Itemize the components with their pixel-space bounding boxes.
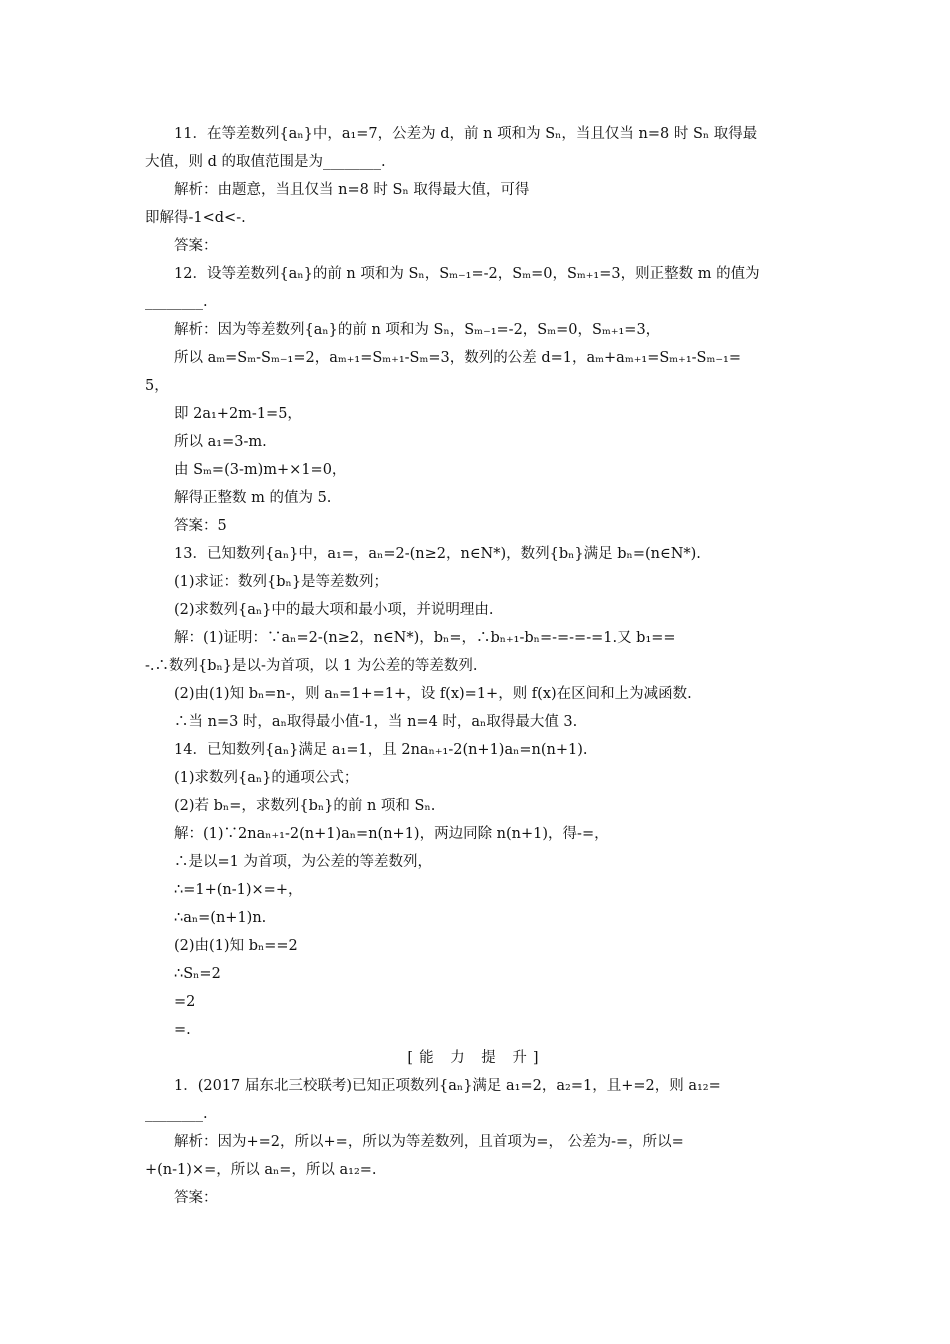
problem-14-solution-3: ∴=1+(n-1)×=+， xyxy=(174,882,303,898)
problem-12-solution-3: 5， xyxy=(145,378,169,394)
advanced-problem-1-solution-1: 解析：因为+=2，所以+=，所以为等差数列，且首项为=， 公差为-=，所以= xyxy=(174,1134,684,1150)
problem-13-solution-3: (2)由(1)知 bₙ=n-，则 aₙ=1+=1+，设 f(x)=1+，则 f(x)在区间和上为减函数. xyxy=(174,686,692,702)
problem-14-solution-6: ∴Sₙ=2 xyxy=(174,966,221,982)
problem-13-solution-2: -.∴数列{bₙ}是以-为首项，以 1 为公差的等差数列. xyxy=(145,658,478,674)
problem-14-solution-2: ∴是以=1 为首项，为公差的等差数列， xyxy=(174,854,432,870)
problem-12-solution-5: 所以 a₁=3-m. xyxy=(174,434,267,450)
advanced-problem-1-answer: 答案： xyxy=(174,1190,218,1206)
problem-14-line-1: 14．已知数列{aₙ}满足 a₁=1，且 2naₙ₊₁-2(n+1)aₙ=n(n+1). xyxy=(174,742,588,758)
problem-12-solution-4: 即 2a₁+2m-1=5， xyxy=(174,406,302,422)
advanced-problem-1-line-2: ________. xyxy=(145,1106,208,1122)
problem-12-solution-6: 由 Sₘ=(3-m)m+×1=0， xyxy=(174,462,347,478)
problem-12-answer: 答案：5 xyxy=(174,518,227,534)
advanced-problem-1-solution-2: +(n-1)×=，所以 aₙ=，所以 a₁₂=. xyxy=(145,1162,377,1178)
problem-13-solution-1: 解：(1)证明：∵aₙ=2-(n≥2，n∈N*)，bₙ=，∴bₙ₊₁-bₙ=-=-=-=1.又 b₁== xyxy=(174,630,676,646)
problem-14-part-2: (2)若 bₙ=，求数列{bₙ}的前 n 项和 Sₙ. xyxy=(174,798,436,814)
problem-11-line-1: 11．在等差数列{aₙ}中，a₁=7，公差为 d，前 n 项和为 Sₙ，当且仅当 n=8 时 Sₙ 取得最 xyxy=(174,126,758,142)
problem-11-line-2: 大值，则 d 的取值范围是为________. xyxy=(145,154,386,170)
advanced-problem-1-line-1: 1．(2017 届东北三校联考)已知正项数列{aₙ}满足 a₁=2，a₂=1，且+=2，则 a₁₂= xyxy=(174,1078,721,1094)
problem-12-line-2: ________. xyxy=(145,294,208,310)
problem-14-solution-8: =. xyxy=(174,1022,191,1038)
problem-14-solution-5: (2)由(1)知 bₙ==2 xyxy=(174,938,298,954)
problem-14-solution-1: 解：(1)∵2naₙ₊₁-2(n+1)aₙ=n(n+1)，两边同除 n(n+1)，得-=， xyxy=(174,826,609,842)
problem-12-line-1: 12．设等差数列{aₙ}的前 n 项和为 Sₙ，Sₘ₋₁=-2，Sₘ=0，Sₘ₊₁=3，则正整数 m 的值为 xyxy=(174,266,760,282)
problem-12-solution-1: 解析：因为等差数列{aₙ}的前 n 项和为 Sₙ，Sₘ₋₁=-2，Sₘ=0，Sₘ₊₁=3， xyxy=(174,322,661,338)
problem-14-part-1: (1)求数列{aₙ}的通项公式； xyxy=(174,770,359,786)
problem-13-part-2: (2)求数列{aₙ}中的最大项和最小项，并说明理由. xyxy=(174,602,494,618)
problem-11-solution-2: 即解得-1<d<-. xyxy=(145,210,246,226)
problem-13-line-1: 13．已知数列{aₙ}中，a₁=，aₙ=2-(n≥2，n∈N*)，数列{bₙ}满足 bₙ=(n∈N*). xyxy=(174,546,701,562)
problem-13-part-1: (1)求证：数列{bₙ}是等差数列； xyxy=(174,574,389,590)
problem-14-solution-4: ∴aₙ=(n+1)n. xyxy=(174,910,267,926)
problem-13-solution-4: ∴当 n=3 时，aₙ取得最小值-1，当 n=4 时，aₙ取得最大值 3. xyxy=(174,714,578,730)
problem-12-solution-7: 解得正整数 m 的值为 5. xyxy=(174,490,332,506)
problem-14-solution-7: =2 xyxy=(174,994,196,1010)
problem-12-solution-2: 所以 aₘ=Sₘ-Sₘ₋₁=2，aₘ₊₁=Sₘ₊₁-Sₘ=3，数列的公差 d=1，aₘ+aₘ₊₁=Sₘ₊₁-Sₘ₋₁= xyxy=(174,350,741,366)
section-heading: [能 力 提 升] xyxy=(407,1050,545,1066)
problem-11-solution: 解析：由题意，当且仅当 n=8 时 Sₙ 取得最大值，可得 xyxy=(174,182,530,198)
problem-11-answer: 答案： xyxy=(174,238,218,254)
